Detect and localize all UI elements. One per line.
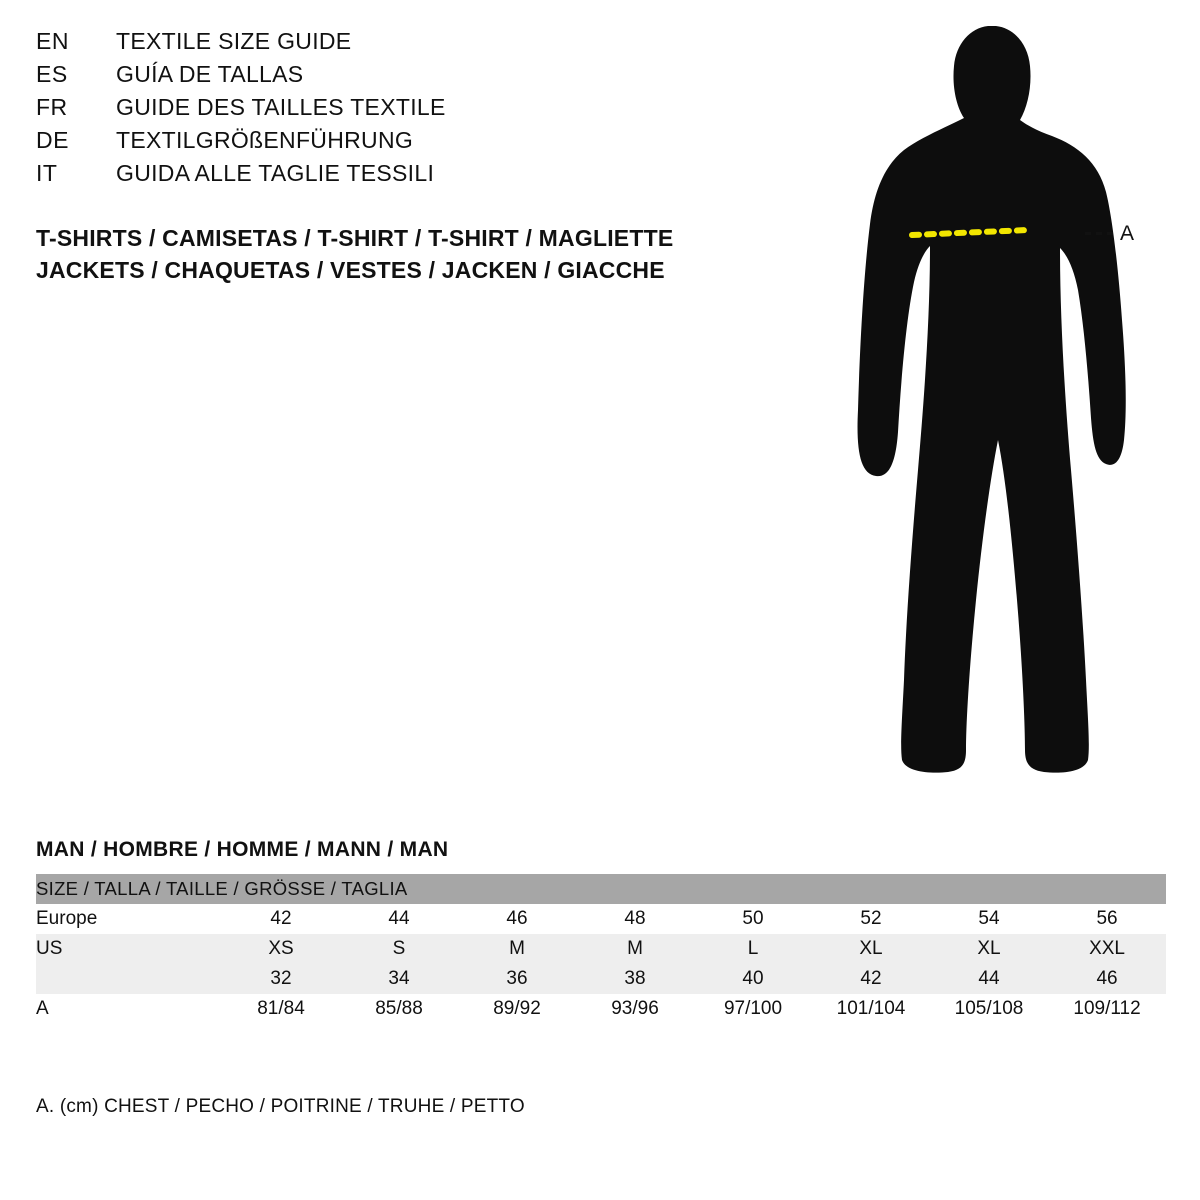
cell-value: XL — [812, 934, 930, 964]
table-group-title: MAN / HOMBRE / HOMME / MANN / MAN — [36, 838, 449, 861]
language-code: FR — [36, 94, 68, 120]
cell-value: 42 — [812, 964, 930, 994]
garment-category-jackets: JACKETS / CHAQUETAS / VESTES / JACKEN / GIACCHE — [36, 257, 665, 283]
row-label-a: A — [36, 994, 222, 1024]
cell-value: 97/100 — [694, 994, 812, 1024]
cell-value: 32 — [222, 964, 340, 994]
table-row — [36, 964, 1166, 994]
language-title: GUÍA DE TALLAS — [116, 61, 304, 87]
cell-value: 46 — [1048, 964, 1166, 994]
size-table-section — [36, 838, 1166, 1024]
measure-leader-dashes — [1085, 232, 1113, 235]
cell-value: 81/84 — [222, 994, 340, 1024]
silhouette-svg — [820, 20, 1180, 800]
footnote-chest-measurement: A. (cm) CHEST / PECHO / POITRINE / TRUHE / PETTO — [36, 1096, 525, 1117]
cell-value: XXL — [1048, 934, 1166, 964]
cell-value: 36 — [458, 964, 576, 994]
language-row — [36, 94, 796, 127]
cell-value: S — [340, 934, 458, 964]
garment-category-block — [36, 222, 673, 286]
cell-value: 44 — [930, 964, 1048, 994]
cell-value: 40 — [694, 964, 812, 994]
language-row — [36, 127, 796, 160]
cell-value: 42 — [222, 904, 340, 934]
table-row — [36, 994, 1166, 1024]
cell-value: 48 — [576, 904, 694, 934]
body-silhouette-figure — [820, 20, 1180, 800]
man-silhouette-shape — [858, 26, 1126, 773]
cell-value: 46 — [458, 904, 576, 934]
row-label-numeric — [36, 964, 222, 994]
language-title: GUIDA ALLE TAGLIE TESSILI — [116, 160, 435, 186]
cell-value: 105/108 — [930, 994, 1048, 1024]
cell-value: 85/88 — [340, 994, 458, 1024]
cell-value: 38 — [576, 964, 694, 994]
cell-value: XS — [222, 934, 340, 964]
language-header-block — [36, 28, 796, 193]
cell-value: 89/92 — [458, 994, 576, 1024]
language-code: DE — [36, 127, 69, 153]
cell-value: 52 — [812, 904, 930, 934]
language-code: ES — [36, 61, 68, 87]
cell-value: L — [694, 934, 812, 964]
cell-value: 50 — [694, 904, 812, 934]
cell-value: XL — [930, 934, 1048, 964]
cell-value: 34 — [340, 964, 458, 994]
language-title: TEXTILGRÖßENFÜHRUNG — [116, 127, 414, 153]
cell-value: M — [576, 934, 694, 964]
cell-value: 56 — [1048, 904, 1166, 934]
cell-value: M — [458, 934, 576, 964]
language-row — [36, 28, 796, 61]
language-title: GUIDE DES TAILLES TEXTILE — [116, 94, 446, 120]
cell-value: 93/96 — [576, 994, 694, 1024]
table-header-row — [36, 874, 1166, 904]
row-label-europe: Europe — [36, 904, 222, 934]
table-row — [36, 904, 1166, 934]
cell-value: 109/112 — [1048, 994, 1166, 1024]
table-header-label: SIZE / TALLA / TAILLE / GRÖSSE / TAGLIA — [36, 874, 1166, 904]
language-row — [36, 61, 796, 94]
language-code: EN — [36, 28, 69, 54]
table-row — [36, 934, 1166, 964]
row-label-us: US — [36, 934, 222, 964]
size-table — [36, 874, 1166, 1024]
language-code: IT — [36, 160, 58, 186]
garment-category-tshirts: T-SHIRTS / CAMISETAS / T-SHIRT / T-SHIRT / MAGLIETTE — [36, 225, 674, 251]
cell-value: 101/104 — [812, 994, 930, 1024]
cell-value: 44 — [340, 904, 458, 934]
cell-value: 54 — [930, 904, 1048, 934]
measure-label-a: A — [1120, 222, 1135, 245]
language-row — [36, 160, 796, 193]
language-title: TEXTILE SIZE GUIDE — [116, 28, 352, 54]
